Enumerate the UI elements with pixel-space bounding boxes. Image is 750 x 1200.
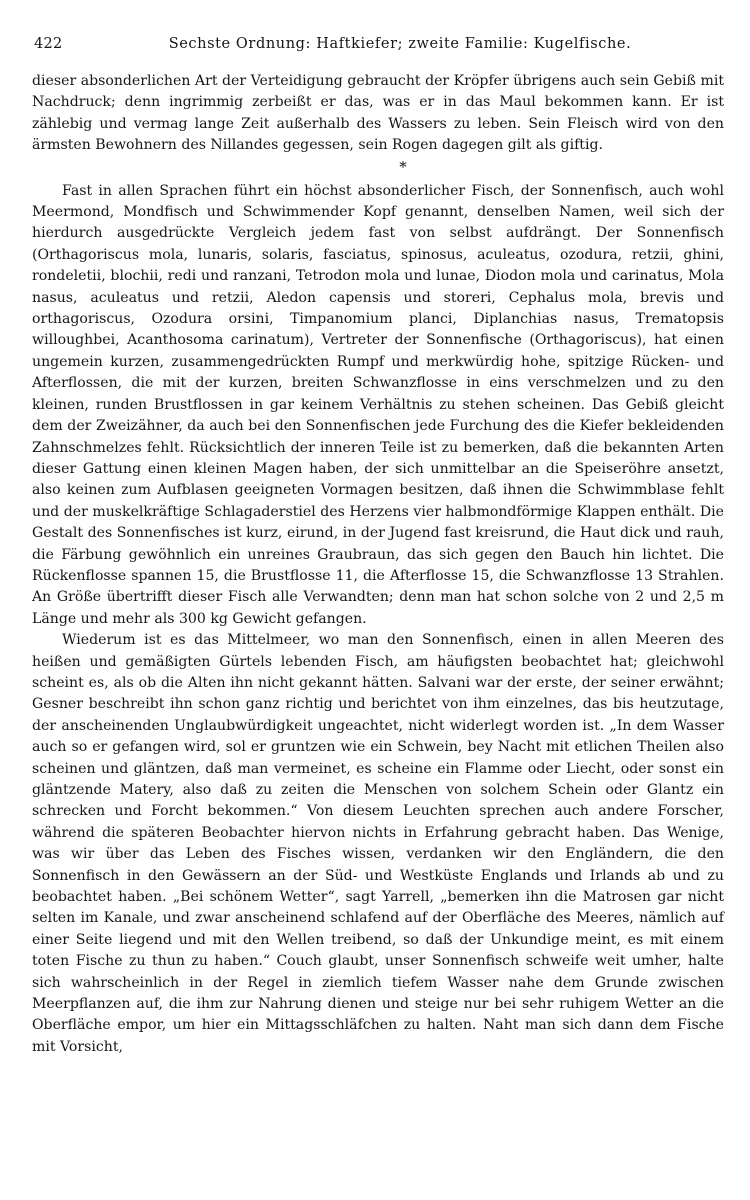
paragraph-continuation: dieser absonderlichen Art der Verteidigung gebraucht der Kröpfer übrigens auch sein Gebiß mit Nachdruck; denn ingrimmig zerbeißt er das, was er in das Maul bekommen kann. Er ist zählebig und vermag lange Zeit außerhalb des Wassers zu leben. Sein Fleisch wird von den ärmsten Bewohnern des Nillandes gegessen, sein Rogen dagegen gilt als giftig. — [32, 73, 724, 154]
page-number: 422 — [34, 36, 63, 52]
body-text — [32, 71, 724, 1058]
section-separator: * — [399, 157, 407, 176]
running-title: Sechste Ordnung: Haftkiefer; zweite Familie: Kugelfische. — [168, 36, 632, 52]
paragraph-sunfish-description: Fast in allen Sprachen führt ein höchst absonderlicher Fisch, der Sonnenfisch, auch wohl Meermond, Mondfisch und Schwimmender Kopf genannt, denselben Namen, weil sich der hierdurch ausgedrückte Vergleich jedem fast von selbst aufdrängt. Der Sonnenfisch (Orthagoriscus mola, lunaris, solaris, fasciatus, spinosus, aculeatus, ozodura, retzii, ghini, rondeletii, blochii, redi und ranzani, Tetrodon mola und lunae, Diodon mola und carinatus, Mola nasus, aculeatus und retzii, Aledon capensis und storeri, Cephalus mola, brevis und orthagoriscus, Ozodura orsini, Timpanomium planci, Diplanchias nasus, Trematopsis willoughbei, Acanthosoma carinatum), Vertreter der Sonnenfische (Orthagoriscus), hat einen ungemein kurzen, zusammengedrückten Rumpf und merkwürdig hohe, spitzige Rücken- und Afterflossen, die mit der kurzen, breiten Schwanzflosse in eins verschmelzen und zu den kleinen, runden Brustflossen in gar keinem Verhältnis zu stehen scheinen. Das Gebiß gleicht dem der Zweizähner, da auch bei den Sonnenfischen jede Furchung des die Kiefer bekleidenden Zahnschmelzes fehlt. Rücksichtlich der inneren Teile ist zu bemerken, daß die bekannten Arten dieser Gattung einen kleinen Magen haben, der sich unmittelbar an die Speiseröhre ansetzt, also keinen zum Aufblasen geeigneten Vormagen besitzen, daß ihnen die Schwimmblase fehlt und der muskelkräftige Schlagaderstiel des Herzens vier halbmondförmige Klappen enthält. Die Gestalt des Sonnenfisches ist kurz, eirund, in der Jugend fast kreisrund, die Haut dick und rauh, die Färbung gewöhnlich ein unreines Graubraun, das sich gegen den Bauch hin lichtet. Die Rückenflosse spannen 15, die Brustflosse 11, die Afterflosse 15, die Schwanzflosse 13 Strahlen. An Größe übertrifft dieser Fisch alle Verwandten; denn man hat schon solche von 2 und 2,5 m Länge und mehr als 300 kg Gewicht gefangen. — [32, 182, 724, 627]
running-header — [28, 36, 732, 58]
paragraph-sunfish-distribution: Wiederum ist es das Mittelmeer, wo man den Sonnenfisch, einen in allen Meeren des heißen und gemäßigten Gürtels lebenden Fisch, am häufigsten beobachtet hat; gleichwohl scheint es, als ob die Alten ihn nicht gekannt hätten. Salvani war der erste, der seiner erwähnt; Gesner beschreibt ihn schon ganz richtig und berichtet von ihm einzelnes, das bis heutzutage, der anscheinenden Unglaubwürdigkeit ungeachtet, nicht widerlegt worden ist. „In dem Wasser auch so er gefangen wird, sol er gruntzen wie ein Schwein, bey Nacht mit etlichen Theilen also scheinen und gläntzen, daß man vermeinet, es scheine ein Flamme oder Liecht, oder sonst ein gläntzende Matery, also daß zu zeiten die Menschen von solchem Schein oder Glantz ein schrecken und Forcht bekommen.“ Von diesem Leuchten sprechen auch andere Forscher, während die späteren Beobachter hiervon nichts in Erfahrung gebracht haben. Das Wenige, was wir über das Leben des Fisches wissen, verdanken wir den Engländern, die den Sonnenfisch in den Gewässern an der Süd- und Westküste Englands und Irlands ab und zu beobachtet haben. „Bei schönem Wetter“, sagt Yarrell, „bemerken ihn die Matrosen gar nicht selten im Kanale, und zwar anscheinend schlafend auf der Oberfläche des Meeres, nämlich auf einer Seite liegend und mit den Wellen treibend, so daß der Unkundige meint, es mit einem toten Fische zu thun zu haben.“ Couch glaubt, unser Sonnenfisch schweife weit umher, halte sich wahrscheinlich in der Regel in ziemlich tiefem Wasser nahe dem Grunde zwischen Meerpflanzen auf, die ihm zur Nahrung dienen und steige nur bei sehr ruhigem Wetter an die Oberfläche empor, um hier ein Mittagsschläfchen zu halten. Naht man sich dann dem Fische mit Vorsicht, — [32, 632, 724, 1055]
